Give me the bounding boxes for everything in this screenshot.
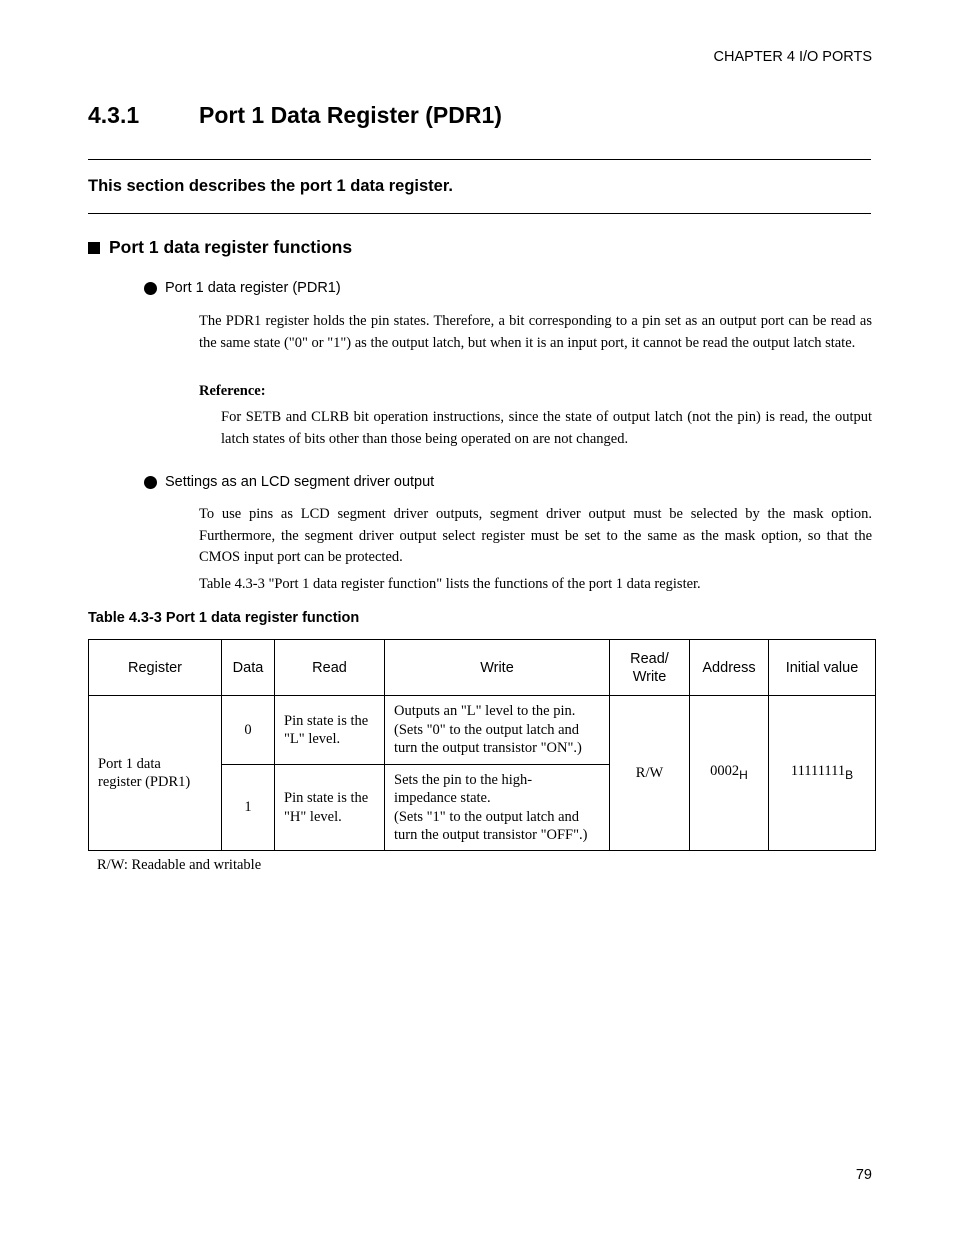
write-line: Outputs an "L" level to the pin. — [394, 703, 576, 720]
section-title — [88, 102, 502, 129]
reference-text: For SETB and CLRB bit operation instructions, since the state of output latch (not the pin) is read, the output latch states of bits other than those being operated on are not changed. — [221, 409, 872, 447]
read-line: Pin state is the — [284, 790, 369, 806]
write-line: Sets the pin to the high- — [394, 771, 533, 788]
lcd-paragraph: To use pins as LCD segment driver outputs, segment driver output must be selected by the mask option. Furthermore, the segment driver output select register must be set to the same as the mask option, so that the CMOS input port can be protected. — [199, 506, 872, 565]
bullet-label: Settings as an LCD segment driver output — [165, 474, 435, 490]
address-value: 0002 — [710, 762, 740, 779]
write-cell — [385, 696, 610, 765]
table-header-row — [89, 640, 876, 696]
write-line: turn the output transistor "ON".) — [394, 740, 582, 757]
register-function-table — [88, 639, 876, 851]
table-footnote: R/W: Readable and writable — [97, 857, 262, 873]
read-line: "L" level. — [284, 731, 341, 747]
subsection-heading — [88, 237, 352, 258]
data-cell: 0 — [222, 696, 275, 765]
divider-top — [88, 159, 871, 160]
write-line: (Sets "1" to the output latch and — [394, 808, 580, 825]
read-line: "H" level. — [284, 808, 342, 825]
read-line: Pin state is the — [284, 712, 369, 729]
header-register: Register — [89, 640, 222, 696]
header-read: Read — [275, 640, 385, 696]
bullet-pdr1 — [144, 280, 341, 296]
read-cell — [275, 696, 385, 765]
address-cell — [690, 696, 769, 851]
table-caption: Table 4.3-3 Port 1 data register function — [88, 610, 360, 626]
rw-cell: R/W — [610, 696, 690, 851]
pdr1-paragraph: The PDR1 register holds the pin states. Therefore, a bit corresponding to a pin set as an output port can be read as the same state ("0" or "1") as the output latch, but when it is an input port, it cannot be read the output latch state. — [199, 313, 872, 351]
header-address: Address — [690, 640, 769, 696]
write-line: impedance state. — [394, 790, 491, 806]
page-number: 79 — [855, 1167, 872, 1183]
bullet-label: Port 1 data register (PDR1) — [165, 280, 341, 296]
bullet-lcd — [144, 474, 434, 490]
write-line: turn the output transistor "OFF".) — [394, 827, 588, 843]
square-bullet-icon — [88, 242, 100, 254]
divider-bottom — [88, 213, 871, 214]
section-title-text: Port 1 Data Register (PDR1) — [199, 102, 502, 128]
table-reference-paragraph: Table 4.3-3 "Port 1 data register function" lists the functions of the port 1 data register. — [199, 576, 701, 592]
write-cell — [385, 765, 610, 851]
header-rw-line2: Write — [632, 668, 667, 685]
circle-bullet-icon — [144, 282, 157, 295]
register-line1: Port 1 data — [98, 755, 161, 772]
reference-label: Reference: — [199, 383, 266, 399]
register-cell — [89, 696, 222, 851]
header-rw-line1: Read/ — [630, 650, 669, 667]
initial-value-cell — [769, 696, 876, 851]
initial-suffix: B — [845, 767, 854, 782]
initial-value: 11111111 — [790, 762, 846, 779]
write-line: (Sets "0" to the output latch and — [394, 721, 580, 738]
read-cell — [275, 765, 385, 851]
table-row — [89, 696, 876, 765]
chapter-header: CHAPTER 4 I/O PORTS — [713, 49, 872, 65]
circle-bullet-icon — [144, 476, 157, 489]
header-read-write — [610, 640, 690, 696]
data-cell: 1 — [222, 765, 275, 851]
header-initial-value: Initial value — [769, 640, 876, 696]
section-number: 4.3.1 — [88, 102, 140, 128]
address-suffix: H — [739, 767, 748, 782]
section-summary: This section describes the port 1 data register. — [88, 177, 453, 195]
register-line2: register (PDR1) — [98, 774, 191, 790]
header-data: Data — [222, 640, 275, 696]
header-write: Write — [385, 640, 610, 696]
subsection-title: Port 1 data register functions — [109, 237, 353, 257]
